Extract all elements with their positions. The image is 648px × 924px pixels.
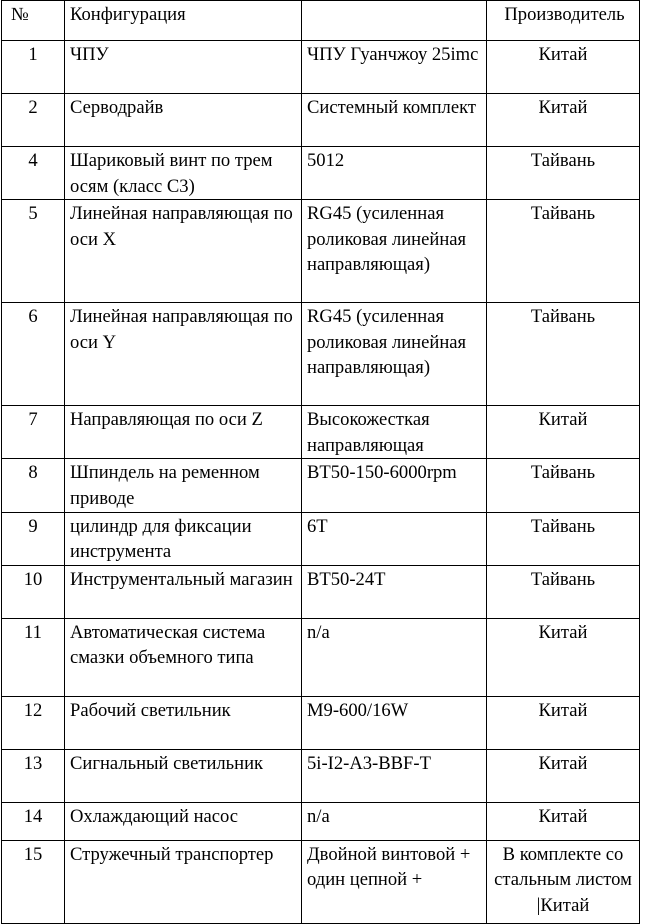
table-row: [2, 840, 640, 923]
row-manufacturer: В комплекте со стальным листом |Китай: [487, 840, 640, 923]
row-manufacturer: Китай: [487, 41, 640, 94]
row-model: BT50-24T: [302, 565, 487, 618]
header-configuration: Конфигурация: [65, 1, 302, 41]
row-number: 7: [2, 406, 65, 459]
row-configuration: Линейная направляющая по оси X: [65, 200, 302, 303]
row-manufacturer: Китай: [487, 618, 640, 696]
row-number: 15: [2, 840, 65, 923]
table-row: [2, 303, 640, 406]
table-row: [2, 147, 640, 200]
row-configuration: Стружечный транспортер: [65, 840, 302, 923]
header-manufacturer: Производитель: [487, 1, 640, 41]
row-number: 6: [2, 303, 65, 406]
table-row: [2, 200, 640, 303]
row-model: 5i-I2-A3-BBF-T: [302, 749, 487, 802]
row-manufacturer: Тайвань: [487, 512, 640, 565]
row-number: 14: [2, 802, 65, 840]
row-number: 2: [2, 94, 65, 147]
table-row: [2, 565, 640, 618]
row-manufacturer: Китай: [487, 749, 640, 802]
row-model: RG45 (усиленная роликовая линейная направляющая): [302, 303, 487, 406]
row-model: ЧПУ Гуанчжоу 25imc: [302, 41, 487, 94]
table-row: [2, 94, 640, 147]
row-configuration: Охлаждающий насос: [65, 802, 302, 840]
row-model: 5012: [302, 147, 487, 200]
row-manufacturer: Китай: [487, 94, 640, 147]
row-configuration: цилиндр для фиксации инструмента: [65, 512, 302, 565]
row-model: BT50-150-6000rpm: [302, 459, 487, 512]
header-model: [302, 1, 487, 41]
row-model: RG45 (усиленная роликовая линейная направляющая): [302, 200, 487, 303]
table-row: [2, 406, 640, 459]
table-row: [2, 802, 640, 840]
row-configuration: Направляющая по оси Z: [65, 406, 302, 459]
row-manufacturer: Тайвань: [487, 147, 640, 200]
row-model: n/a: [302, 618, 487, 696]
row-manufacturer: Тайвань: [487, 200, 640, 303]
table-row: [2, 749, 640, 802]
table-row: [2, 459, 640, 512]
table-row: [2, 618, 640, 696]
row-number: 12: [2, 696, 65, 749]
row-manufacturer: Тайвань: [487, 303, 640, 406]
row-configuration: Линейная направляющая по оси Y: [65, 303, 302, 406]
row-manufacturer: Китай: [487, 406, 640, 459]
row-configuration: Шариковый винт по трем осям (класс С3): [65, 147, 302, 200]
row-model: 6T: [302, 512, 487, 565]
row-number: 8: [2, 459, 65, 512]
row-manufacturer: Китай: [487, 802, 640, 840]
row-manufacturer: Тайвань: [487, 565, 640, 618]
table-row: [2, 696, 640, 749]
row-configuration: Серводрайв: [65, 94, 302, 147]
table-row: [2, 41, 640, 94]
header-number: №: [2, 1, 65, 41]
table-row: [2, 512, 640, 565]
row-manufacturer: Тайвань: [487, 459, 640, 512]
row-number: 13: [2, 749, 65, 802]
row-configuration: Автоматическая система смазки объемного типа: [65, 618, 302, 696]
row-configuration: Инструментальный магазин: [65, 565, 302, 618]
row-model: M9-600/16W: [302, 696, 487, 749]
row-number: 10: [2, 565, 65, 618]
row-number: 11: [2, 618, 65, 696]
row-number: 4: [2, 147, 65, 200]
row-model: n/a: [302, 802, 487, 840]
row-model: Системный комплект: [302, 94, 487, 147]
row-configuration: ЧПУ: [65, 41, 302, 94]
table-header-row: [2, 1, 640, 41]
row-configuration: Шпиндель на ременном приводе: [65, 459, 302, 512]
row-number: 5: [2, 200, 65, 303]
row-model: Двойной винтовой + один цепной +: [302, 840, 487, 923]
row-configuration: Сигнальный светильник: [65, 749, 302, 802]
row-manufacturer: Китай: [487, 696, 640, 749]
specification-table: [1, 0, 640, 924]
row-configuration: Рабочий светильник: [65, 696, 302, 749]
row-number: 9: [2, 512, 65, 565]
row-model: Высокожесткая направляющая: [302, 406, 487, 459]
row-number: 1: [2, 41, 65, 94]
